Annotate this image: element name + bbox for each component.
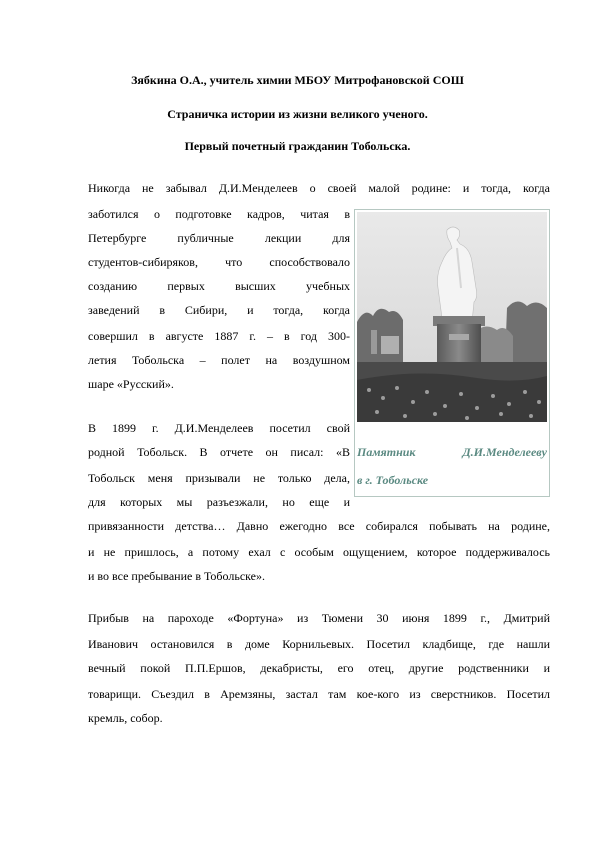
paragraph-1-line: Никогда не забывал Д.И.Менделеев о своей малой родине: и тогда, когда bbox=[88, 181, 550, 195]
paragraph-3-line: вечный покой П.П.Ершов, декабристы, его отец, другие родственники и bbox=[88, 661, 550, 675]
document-title: Первый почетный гражданин Тобольска. bbox=[184, 139, 411, 153]
caption-line: в г. Тобольске bbox=[357, 473, 429, 487]
paragraph-2-line: В 1899 г. Д.И.Менделеев посетил свой bbox=[88, 421, 350, 435]
paragraph-2-line: Тобольск меня призывали не только дела, bbox=[88, 471, 350, 485]
paragraph-2-line: и не пришлось, а потому ехал с особым ощущением, которое поддерживалось bbox=[88, 545, 550, 559]
caption-line: Памятник Д.И.Менделееву bbox=[357, 445, 547, 459]
monument-photo bbox=[357, 212, 547, 422]
paragraph-1-line: студентов-сибиряков, что способствовало bbox=[88, 255, 350, 269]
paragraph-1-line: заботился о подготовке кадров, читая в bbox=[88, 207, 350, 221]
paragraph-1-line: летия Тобольска – полет на воздушном bbox=[88, 353, 350, 367]
author-line: Зябкина О.А., учитель химии МБОУ Митрофановской СОШ bbox=[131, 73, 464, 87]
monument-caption bbox=[357, 438, 547, 494]
paragraph-3-line: Иванович остановился в доме Корнильевых. Посетил кладбище, где нашли bbox=[88, 637, 550, 651]
paragraph-1-line: созданию первых высших учебных bbox=[88, 279, 350, 293]
paragraph-2-line: привязанности детства… Давно ежегодно все собирался побывать на родине, bbox=[88, 519, 550, 533]
paragraph-1-line: совершил в августе 1887 г. – в год 300- bbox=[88, 329, 350, 343]
paragraph-2-line: родной Тобольск. В отчете он писал: «В bbox=[88, 445, 350, 459]
paragraph-1-line: заведений в Сибири, и тогда, когда bbox=[88, 303, 350, 317]
paragraph-1-line: шаре «Русский». bbox=[88, 377, 174, 391]
monument-figure bbox=[354, 209, 550, 497]
paragraph-3-line: кремль, собор. bbox=[88, 711, 163, 725]
paragraph-1-line: Петербурге публичные лекции для bbox=[88, 231, 350, 245]
paragraph-3-line: Прибыв на пароходе «Фортуна» из Тюмени 30 июня 1899 г., Дмитрий bbox=[88, 611, 550, 625]
paragraph-3-line: товарищи. Съездил в Аремзяны, застал там кое-кого из сверстников. Посетил bbox=[88, 687, 550, 701]
document-subtitle: Страничка истории из жизни великого ученого. bbox=[167, 107, 428, 121]
paragraph-2-line: и во все пребывание в Тобольске». bbox=[88, 569, 266, 583]
paragraph-2-line: для которых мы разъезжали, но еще и bbox=[88, 495, 350, 509]
